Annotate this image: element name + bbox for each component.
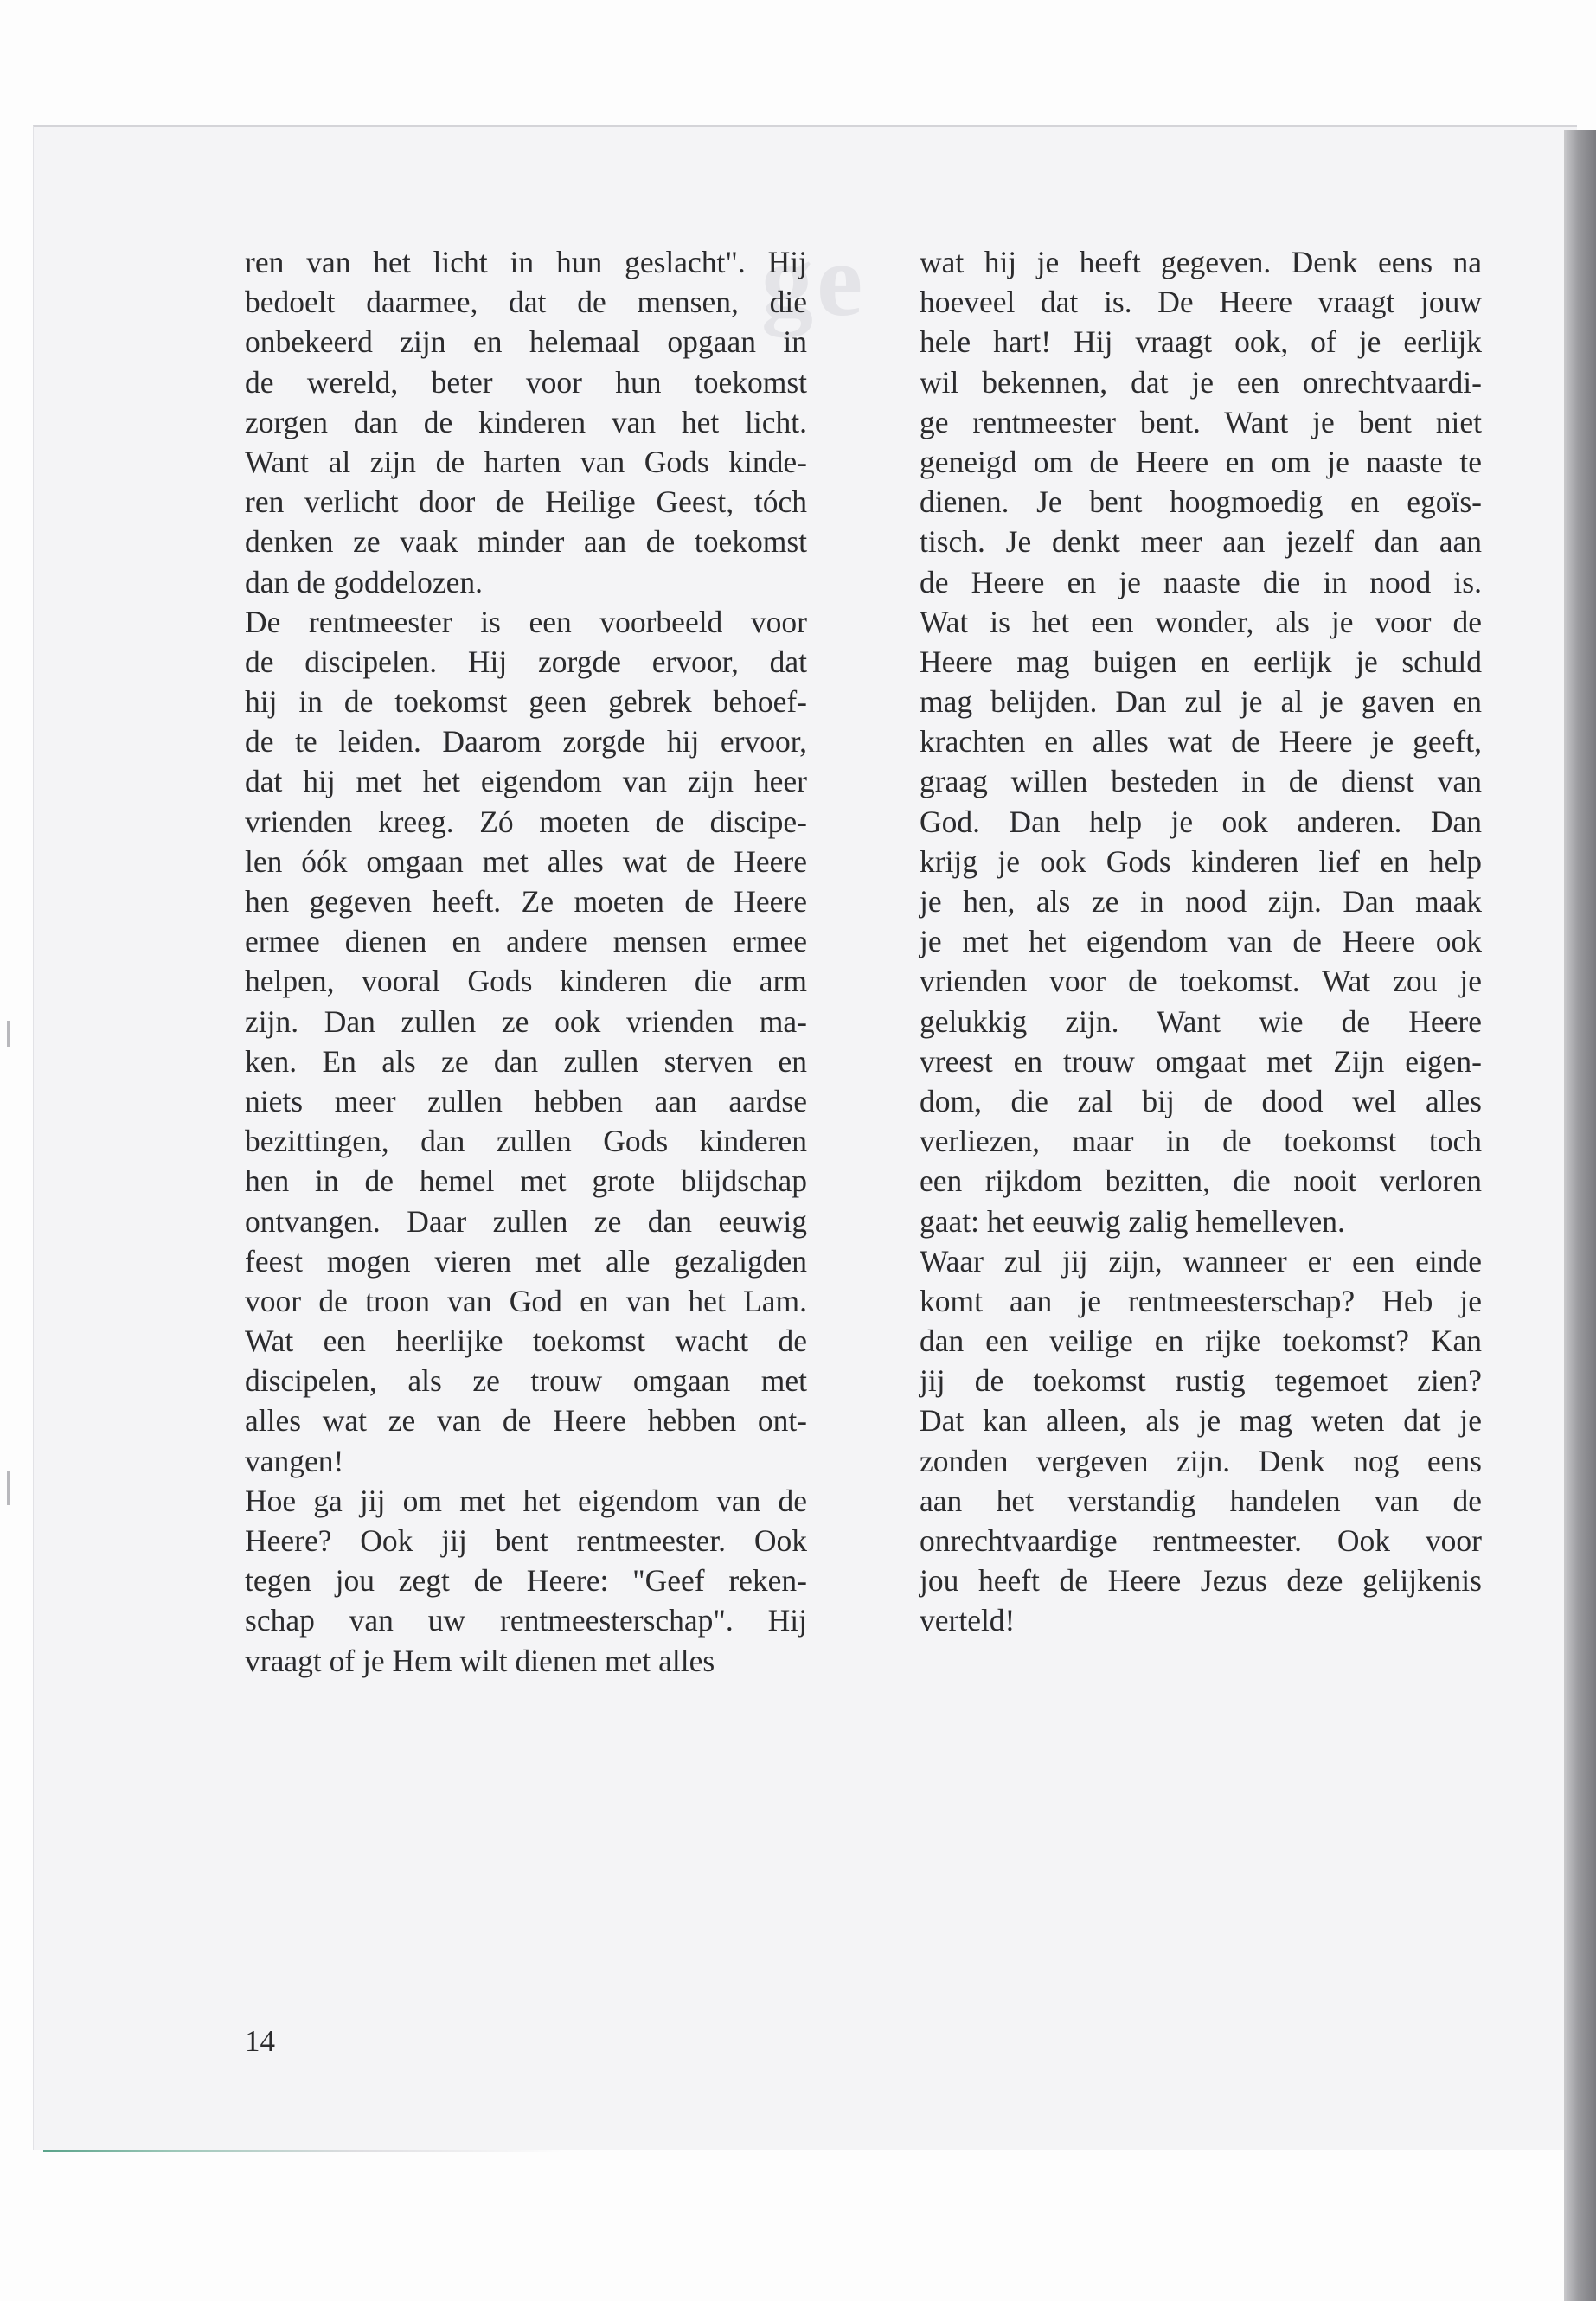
text-line: Wat een heerlijke toekomst wacht de: [245, 1324, 807, 1359]
show-through-heading: ge: [761, 222, 867, 337]
left-text-column: [245, 242, 807, 1681]
text-line: denken ze vaak minder aan de toekomst: [245, 524, 807, 560]
text-line: Hoe ga jij om met het eigendom van de: [245, 1483, 807, 1518]
text-line: dan de goddelozen.: [245, 564, 484, 599]
text-line: ken. En als ze dan zullen sterven en: [245, 1043, 807, 1079]
text-line: ermee dienen en andere mensen ermee: [245, 924, 807, 959]
text-line: onrechtvaardige rentmeester. Ook voor: [920, 1523, 1482, 1558]
text-line: ren van het licht in hun geslacht". Hij: [245, 245, 807, 279]
text-line: Waar zul jij zijn, wanneer er een einde: [920, 1243, 1482, 1279]
text-line: jij de toekomst rustig tegemoet zien?: [920, 1363, 1482, 1399]
page-bottom-edge: [43, 2150, 562, 2152]
text-line: dat hij met het eigendom van zijn heer: [245, 764, 807, 799]
text-line: de wereld, beter voor hun toekomst: [245, 364, 807, 400]
text-line: de Heere en je naaste die in nood is.: [920, 564, 1482, 599]
text-line: vangen!: [245, 1443, 344, 1478]
text-line: je hen, als ze in nood zijn. Dan maak: [920, 884, 1482, 919]
text-line: tegen jou zegt de Heere: "Geef reken-: [245, 1563, 807, 1599]
margin-speck: [7, 1021, 10, 1047]
right-text-column: [920, 242, 1482, 1641]
text-line: hen in de hemel met grote blijdschap: [245, 1163, 807, 1199]
text-line: schap van uw rentmeesterschap". Hij: [245, 1603, 807, 1638]
text-line: de discipelen. Hij zorgde ervoor, dat: [245, 644, 807, 679]
text-line: verteld!: [920, 1603, 1016, 1638]
text-line: zijn. Dan zullen ze ook vrienden ma-: [245, 1003, 807, 1039]
text-line: Dat kan alleen, als je mag weten dat je: [920, 1403, 1482, 1439]
text-line: God. Dan help je ook anderen. Dan: [920, 804, 1482, 839]
text-line: onbekeerd zijn en helemaal opgaan in: [245, 324, 807, 360]
text-line: gaat: het eeuwig zalig hemelleven.: [920, 1203, 1345, 1239]
text-line: wat hij je heeft gegeven. Denk eens na: [920, 245, 1482, 279]
text-line: hen gegeven heeft. Ze moeten de Heere: [245, 884, 807, 919]
text-line: ontvangen. Daar zullen ze dan eeuwig: [245, 1203, 807, 1239]
text-line: hij in de toekomst geen gebrek behoef-: [245, 684, 807, 720]
text-line: vrienden kreeg. Zó moeten de discipe-: [245, 804, 807, 839]
text-line: len óók omgaan met alles wat de Heere: [245, 843, 807, 879]
text-line: Heere? Ook jij bent rentmeester. Ook: [245, 1523, 807, 1558]
margin-speck: [7, 1471, 10, 1505]
text-line: krachten en alles wat de Heere je geeft,: [920, 724, 1482, 760]
text-line: vrienden voor de toekomst. Wat zou je: [920, 964, 1482, 999]
page-number: 14: [245, 2024, 275, 2058]
text-line: bedoelt daarmee, dat de mensen, die: [245, 285, 807, 320]
text-line: zonden vergeven zijn. Denk nog eens: [920, 1443, 1482, 1478]
text-line: feest mogen vieren met alle gezaligden: [245, 1243, 807, 1279]
text-line: vreest en trouw omgaat met Zijn eigen-: [920, 1043, 1482, 1079]
text-line: tisch. Je denkt meer aan jezelf dan aan: [920, 524, 1482, 560]
text-line: bezittingen, dan zullen Gods kinderen: [245, 1124, 807, 1159]
text-line: dom, die zal bij de dood wel alles: [920, 1083, 1482, 1118]
text-line: jou heeft de Heere Jezus deze gelijkenis: [920, 1563, 1482, 1599]
text-line: ren verlicht door de Heilige Geest, tóch: [245, 484, 807, 520]
text-line: voor de troon van God en van het Lam.: [245, 1283, 807, 1318]
text-line: alles wat ze van de Heere hebben ont-: [245, 1403, 807, 1439]
text-line: dienen. Je bent hoogmoedig en egoïs-: [920, 484, 1482, 520]
text-line: gelukkig zijn. Want wie de Heere: [920, 1003, 1482, 1039]
text-line: geneigd om de Heere en om je naaste te: [920, 444, 1482, 479]
text-line: de te leiden. Daarom zorgde hij ervoor,: [245, 724, 807, 760]
text-line: komt aan je rentmeesterschap? Heb je: [920, 1283, 1482, 1318]
text-line: verliezen, maar in de toekomst toch: [920, 1124, 1482, 1159]
text-line: discipelen, als ze trouw omgaan met: [245, 1363, 807, 1399]
text-line: mag belijden. Dan zul je al je gaven en: [920, 684, 1482, 720]
text-line: Heere mag buigen en eerlijk je schuld: [920, 644, 1482, 679]
text-line: ge rentmeester bent. Want je bent niet: [920, 404, 1482, 439]
text-line: een rijkdom bezitten, die nooit verloren: [920, 1163, 1482, 1199]
text-line: De rentmeester is een voorbeeld voor: [245, 604, 807, 639]
text-line: zorgen dan de kinderen van het licht.: [245, 404, 807, 439]
text-line: aan het verstandig handelen van de: [920, 1483, 1482, 1518]
text-line: Want al zijn de harten van Gods kinde-: [245, 444, 807, 479]
text-line: vraagt of je Hem wilt dienen met alles: [245, 1643, 715, 1678]
text-line: helpen, vooral Gods kinderen die arm: [245, 964, 807, 999]
text-line: graag willen besteden in de dienst van: [920, 764, 1482, 799]
text-line: krijg je ook Gods kinderen lief en help: [920, 843, 1482, 879]
text-line: Wat is het een wonder, als je voor de: [920, 604, 1482, 639]
text-line: hoeveel dat is. De Heere vraagt jouw: [920, 285, 1482, 320]
text-line: dan een veilige en rijke toekomst? Kan: [920, 1324, 1482, 1359]
text-line: wil bekennen, dat je een onrechtvaardi-: [920, 364, 1482, 400]
text-line: hele hart! Hij vraagt ook, of je eerlijk: [920, 324, 1482, 360]
text-line: je met het eigendom van de Heere ook: [920, 924, 1482, 959]
page-edge-shadow: [1564, 130, 1596, 2301]
text-line: niets meer zullen hebben aan aardse: [245, 1083, 807, 1118]
